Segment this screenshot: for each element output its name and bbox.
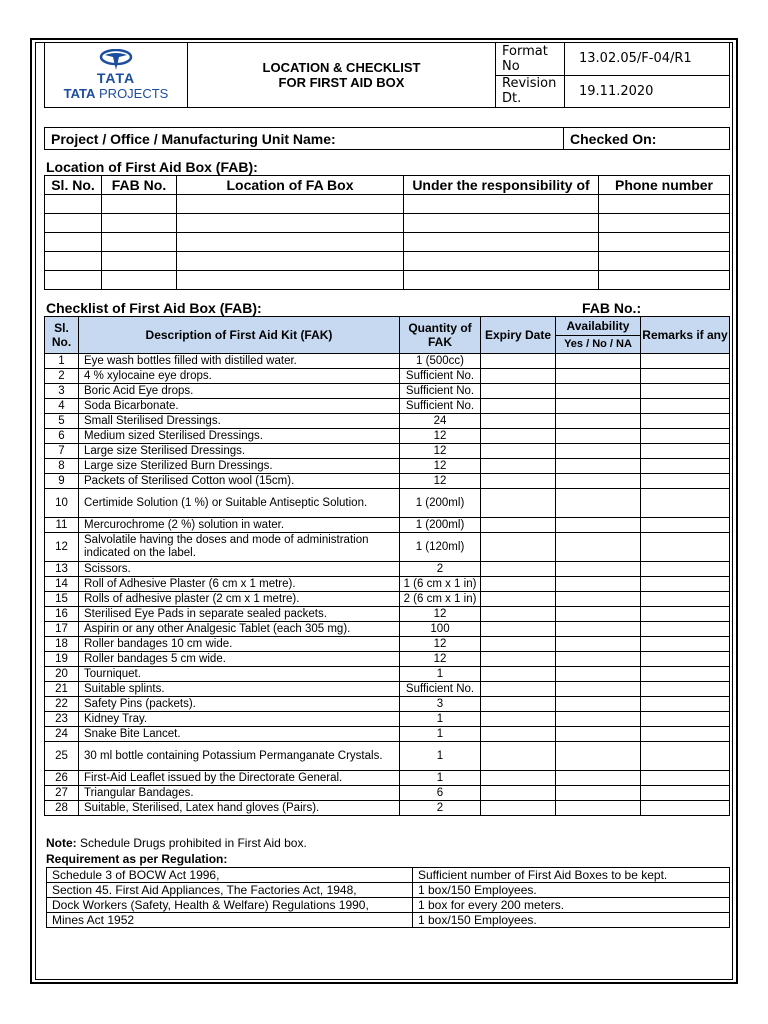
item-remarks[interactable] <box>641 533 730 562</box>
item-number: 11 <box>45 518 79 533</box>
item-availability[interactable] <box>556 742 641 771</box>
checklist-row <box>45 444 730 459</box>
item-description: Scissors. <box>79 562 400 577</box>
item-remarks[interactable] <box>641 489 730 518</box>
item-quantity: 12 <box>400 474 481 489</box>
item-quantity: 1 <box>400 742 481 771</box>
item-number: 19 <box>45 652 79 667</box>
item-number: 3 <box>45 384 79 399</box>
item-availability[interactable] <box>556 652 641 667</box>
item-quantity: 1 <box>400 667 481 682</box>
checklist-row <box>45 682 730 697</box>
item-number: 26 <box>45 771 79 786</box>
item-expiry-date[interactable] <box>481 474 556 489</box>
regulation-name: Section 45. First Aid Appliances, The Factories Act, 1948, <box>47 883 413 898</box>
item-availability[interactable] <box>556 667 641 682</box>
checklist-row <box>45 697 730 712</box>
item-number: 15 <box>45 592 79 607</box>
item-quantity: Sufficient No. <box>400 682 481 697</box>
item-description: First-Aid Leaflet issued by the Directorate General. <box>79 771 400 786</box>
item-availability[interactable] <box>556 562 641 577</box>
fab-no-label: FAB No.: <box>582 300 642 316</box>
item-quantity: 24 <box>400 414 481 429</box>
item-number: 9 <box>45 474 79 489</box>
item-quantity: 1 (200ml) <box>400 489 481 518</box>
regulation-table <box>46 867 730 928</box>
item-quantity: 100 <box>400 622 481 637</box>
item-availability[interactable] <box>556 399 641 414</box>
item-expiry-date[interactable] <box>481 354 556 369</box>
item-description: Large size Sterilised Dressings. <box>79 444 400 459</box>
item-remarks[interactable] <box>641 727 730 742</box>
location-section-title: Location of First Aid Box (FAB): <box>46 159 258 175</box>
item-availability[interactable] <box>556 801 641 816</box>
col-responsibility: Under the responsibility of <box>404 176 599 195</box>
col-fab-no: FAB No. <box>102 176 177 195</box>
item-quantity: 1 (200ml) <box>400 518 481 533</box>
item-remarks[interactable] <box>641 429 730 444</box>
item-availability[interactable] <box>556 697 641 712</box>
item-availability[interactable] <box>556 682 641 697</box>
item-expiry-date[interactable] <box>481 786 556 801</box>
item-expiry-date[interactable] <box>481 518 556 533</box>
item-description: Snake Bite Lancet. <box>79 727 400 742</box>
checklist-row <box>45 652 730 667</box>
item-quantity: 1 <box>400 712 481 727</box>
checklist-row <box>45 667 730 682</box>
col-sl-no: Sl. No. <box>45 176 102 195</box>
item-quantity: 2 (6 cm x 1 in) <box>400 592 481 607</box>
item-expiry-date[interactable] <box>481 533 556 562</box>
item-availability[interactable] <box>556 518 641 533</box>
item-quantity: Sufficient No. <box>400 384 481 399</box>
item-remarks[interactable] <box>641 444 730 459</box>
item-number: 8 <box>45 459 79 474</box>
item-remarks[interactable] <box>641 518 730 533</box>
item-availability[interactable] <box>556 786 641 801</box>
item-expiry-date[interactable] <box>481 399 556 414</box>
item-availability[interactable] <box>556 712 641 727</box>
checklist-row <box>45 637 730 652</box>
checklist-row <box>45 607 730 622</box>
item-description: Small Sterilised Dressings. <box>79 414 400 429</box>
item-description: Packets of Sterilised Cotton wool (15cm). <box>79 474 400 489</box>
item-number: 13 <box>45 562 79 577</box>
item-description: Certimide Solution (1 %) or Suitable Antiseptic Solution. <box>79 489 400 518</box>
item-availability[interactable] <box>556 622 641 637</box>
logo-brand: TATA <box>96 70 136 86</box>
col-phone: Phone number <box>599 176 730 195</box>
project-row <box>44 127 730 150</box>
item-expiry-date[interactable] <box>481 667 556 682</box>
item-expiry-date[interactable] <box>481 414 556 429</box>
item-remarks[interactable] <box>641 697 730 712</box>
checklist-row <box>45 533 730 562</box>
item-remarks[interactable] <box>641 607 730 622</box>
item-remarks[interactable] <box>641 562 730 577</box>
item-quantity: Sufficient No. <box>400 399 481 414</box>
checklist-row <box>45 354 730 369</box>
item-expiry-date[interactable] <box>481 712 556 727</box>
item-description: Tourniquet. <box>79 667 400 682</box>
item-number: 17 <box>45 622 79 637</box>
item-availability[interactable] <box>556 489 641 518</box>
item-remarks[interactable] <box>641 622 730 637</box>
item-quantity: 12 <box>400 444 481 459</box>
item-number: 27 <box>45 786 79 801</box>
item-number: 4 <box>45 399 79 414</box>
item-availability[interactable] <box>556 727 641 742</box>
item-quantity: 2 <box>400 562 481 577</box>
item-number: 2 <box>45 369 79 384</box>
item-expiry-date[interactable] <box>481 459 556 474</box>
item-number: 25 <box>45 742 79 771</box>
item-remarks[interactable] <box>641 354 730 369</box>
item-description: 4 % xylocaine eye drops. <box>79 369 400 384</box>
item-description: Aspirin or any other Analgesic Tablet (each 305 mg). <box>79 622 400 637</box>
revision-date-value: 19.11.2020 <box>565 75 730 108</box>
item-remarks[interactable] <box>641 414 730 429</box>
item-quantity: 6 <box>400 786 481 801</box>
item-quantity: 2 <box>400 801 481 816</box>
item-expiry-date[interactable] <box>481 384 556 399</box>
item-description: Roll of Adhesive Plaster (6 cm x 1 metre). <box>79 577 400 592</box>
regulation-requirement: Sufficient number of First Aid Boxes to be kept. <box>413 868 730 883</box>
checklist-row <box>45 592 730 607</box>
item-remarks[interactable] <box>641 786 730 801</box>
item-remarks[interactable] <box>641 369 730 384</box>
location-row <box>45 271 730 290</box>
item-expiry-date[interactable] <box>481 562 556 577</box>
item-remarks[interactable] <box>641 771 730 786</box>
item-description: Sterilised Eye Pads in separate sealed packets. <box>79 607 400 622</box>
item-remarks[interactable] <box>641 577 730 592</box>
item-quantity: 12 <box>400 459 481 474</box>
item-availability[interactable] <box>556 533 641 562</box>
checklist-row <box>45 474 730 489</box>
item-number: 14 <box>45 577 79 592</box>
item-quantity: 1 <box>400 771 481 786</box>
col-location: Location of FA Box <box>177 176 404 195</box>
item-description: Boric Acid Eye drops. <box>79 384 400 399</box>
item-availability[interactable] <box>556 369 641 384</box>
item-availability[interactable] <box>556 414 641 429</box>
item-description: Salvolatile having the doses and mode of administration indicated on the label. <box>79 533 400 562</box>
logo-company: TATA PROJECTS <box>63 86 169 101</box>
item-remarks[interactable] <box>641 667 730 682</box>
checklist-row <box>45 622 730 637</box>
item-remarks[interactable] <box>641 474 730 489</box>
item-quantity: 12 <box>400 652 481 667</box>
item-expiry-date[interactable] <box>481 652 556 667</box>
item-number: 23 <box>45 712 79 727</box>
location-table <box>44 175 730 290</box>
location-row <box>45 195 730 214</box>
item-number: 16 <box>45 607 79 622</box>
regulation-row <box>47 868 730 883</box>
checklist-row <box>45 459 730 474</box>
chk-col-sl: Sl. No. <box>45 317 79 354</box>
item-expiry-date[interactable] <box>481 697 556 712</box>
chk-col-availability-sub: Yes / No / NA <box>556 335 641 354</box>
revision-date-label: Revision Dt. <box>496 75 565 108</box>
item-number: 1 <box>45 354 79 369</box>
checklist-row <box>45 577 730 592</box>
checklist-row <box>45 414 730 429</box>
item-availability[interactable] <box>556 577 641 592</box>
checklist-row <box>45 801 730 816</box>
location-row <box>45 214 730 233</box>
item-availability[interactable] <box>556 474 641 489</box>
item-quantity: 12 <box>400 637 481 652</box>
item-quantity: 1 (500cc) <box>400 354 481 369</box>
regulation-name: Schedule 3 of BOCW Act 1996, <box>47 868 413 883</box>
item-availability[interactable] <box>556 459 641 474</box>
form-title: LOCATION & CHECKLIST FOR FIRST AID BOX <box>188 43 496 108</box>
item-expiry-date[interactable] <box>481 444 556 459</box>
item-remarks[interactable] <box>641 592 730 607</box>
item-description: Suitable, Sterilised, Latex hand gloves (Pairs). <box>79 801 400 816</box>
item-remarks[interactable] <box>641 652 730 667</box>
item-availability[interactable] <box>556 429 641 444</box>
note: Note: Schedule Drugs prohibited in First Aid box. <box>46 836 307 850</box>
item-quantity: 12 <box>400 607 481 622</box>
tata-logo-icon <box>99 49 133 71</box>
regulation-requirement: 1 box/150 Employees. <box>413 883 730 898</box>
item-quantity: 1 (120ml) <box>400 533 481 562</box>
checklist-row <box>45 518 730 533</box>
item-number: 21 <box>45 682 79 697</box>
checklist-row <box>45 369 730 384</box>
tata-logo <box>45 43 188 108</box>
checklist-row <box>45 786 730 801</box>
item-description: Mercurochrome (2 %) solution in water. <box>79 518 400 533</box>
item-number: 7 <box>45 444 79 459</box>
item-expiry-date[interactable] <box>481 727 556 742</box>
checklist-row <box>45 742 730 771</box>
chk-col-availability: Availability <box>556 317 641 336</box>
item-description: 30 ml bottle containing Potassium Permanganate Crystals. <box>79 742 400 771</box>
checklist-row <box>45 727 730 742</box>
item-remarks[interactable] <box>641 682 730 697</box>
item-availability[interactable] <box>556 592 641 607</box>
location-row <box>45 233 730 252</box>
item-remarks[interactable] <box>641 459 730 474</box>
checklist-row <box>45 429 730 444</box>
regulation-row <box>47 913 730 928</box>
item-availability[interactable] <box>556 637 641 652</box>
item-expiry-date[interactable] <box>481 742 556 771</box>
item-expiry-date[interactable] <box>481 622 556 637</box>
item-number: 22 <box>45 697 79 712</box>
regulation-name: Mines Act 1952 <box>47 913 413 928</box>
item-availability[interactable] <box>556 444 641 459</box>
item-remarks[interactable] <box>641 399 730 414</box>
regulation-row <box>47 898 730 913</box>
checklist-table <box>44 316 730 816</box>
item-description: Eye wash bottles filled with distilled water. <box>79 354 400 369</box>
item-number: 20 <box>45 667 79 682</box>
item-number: 12 <box>45 533 79 562</box>
format-no-value: 13.02.05/F-04/R1 <box>565 43 730 76</box>
item-availability[interactable] <box>556 771 641 786</box>
item-description: Medium sized Sterilised Dressings. <box>79 429 400 444</box>
item-description: Suitable splints. <box>79 682 400 697</box>
item-remarks[interactable] <box>641 801 730 816</box>
regulation-requirement: 1 box for every 200 meters. <box>413 898 730 913</box>
item-description: Kidney Tray. <box>79 712 400 727</box>
checklist-section-title: Checklist of First Aid Box (FAB): <box>46 300 262 316</box>
item-description: Roller bandages 10 cm wide. <box>79 637 400 652</box>
item-quantity: 12 <box>400 429 481 444</box>
regulation-row <box>47 883 730 898</box>
format-no-label: Format No <box>496 43 565 76</box>
location-row <box>45 252 730 271</box>
form-header <box>44 42 730 108</box>
item-availability[interactable] <box>556 607 641 622</box>
checklist-row <box>45 399 730 414</box>
item-remarks[interactable] <box>641 712 730 727</box>
item-expiry-date[interactable] <box>481 489 556 518</box>
item-description: Soda Bicarbonate. <box>79 399 400 414</box>
item-number: 6 <box>45 429 79 444</box>
item-quantity: 1 (6 cm x 1 in) <box>400 577 481 592</box>
item-expiry-date[interactable] <box>481 801 556 816</box>
item-expiry-date[interactable] <box>481 429 556 444</box>
item-number: 24 <box>45 727 79 742</box>
regulation-requirement: 1 box/150 Employees. <box>413 913 730 928</box>
item-quantity: 3 <box>400 697 481 712</box>
project-name-label: Project / Office / Manufacturing Unit Name: <box>45 128 564 150</box>
checklist-row <box>45 562 730 577</box>
chk-col-remarks: Remarks if any <box>641 317 730 354</box>
item-description: Roller bandages 5 cm wide. <box>79 652 400 667</box>
checklist-row <box>45 712 730 727</box>
item-quantity: 1 <box>400 727 481 742</box>
item-expiry-date[interactable] <box>481 369 556 384</box>
item-description: Large size Sterilized Burn Dressings. <box>79 459 400 474</box>
item-expiry-date[interactable] <box>481 577 556 592</box>
item-remarks[interactable] <box>641 637 730 652</box>
chk-col-desc: Description of First Aid Kit (FAK) <box>79 317 400 354</box>
checklist-body <box>45 354 730 816</box>
item-expiry-date[interactable] <box>481 637 556 652</box>
item-remarks[interactable] <box>641 742 730 771</box>
checked-on-label: Checked On: <box>564 128 730 150</box>
chk-col-qty: Quantity of FAK <box>400 317 481 354</box>
item-expiry-date[interactable] <box>481 607 556 622</box>
chk-col-expiry: Expiry Date <box>481 317 556 354</box>
requirement-title: Requirement as per Regulation: <box>46 852 228 866</box>
regulation-name: Dock Workers (Safety, Health & Welfare) Regulations 1990, <box>47 898 413 913</box>
checklist-row <box>45 489 730 518</box>
item-availability[interactable] <box>556 384 641 399</box>
checklist-row <box>45 384 730 399</box>
item-description: Safety Pins (packets). <box>79 697 400 712</box>
item-number: 28 <box>45 801 79 816</box>
item-description: Triangular Bandages. <box>79 786 400 801</box>
item-number: 18 <box>45 637 79 652</box>
item-expiry-date[interactable] <box>481 771 556 786</box>
item-number: 10 <box>45 489 79 518</box>
item-description: Rolls of adhesive plaster (2 cm x 1 metre). <box>79 592 400 607</box>
item-remarks[interactable] <box>641 384 730 399</box>
item-expiry-date[interactable] <box>481 682 556 697</box>
item-availability[interactable] <box>556 354 641 369</box>
item-quantity: Sufficient No. <box>400 369 481 384</box>
item-number: 5 <box>45 414 79 429</box>
checklist-row <box>45 771 730 786</box>
item-expiry-date[interactable] <box>481 592 556 607</box>
